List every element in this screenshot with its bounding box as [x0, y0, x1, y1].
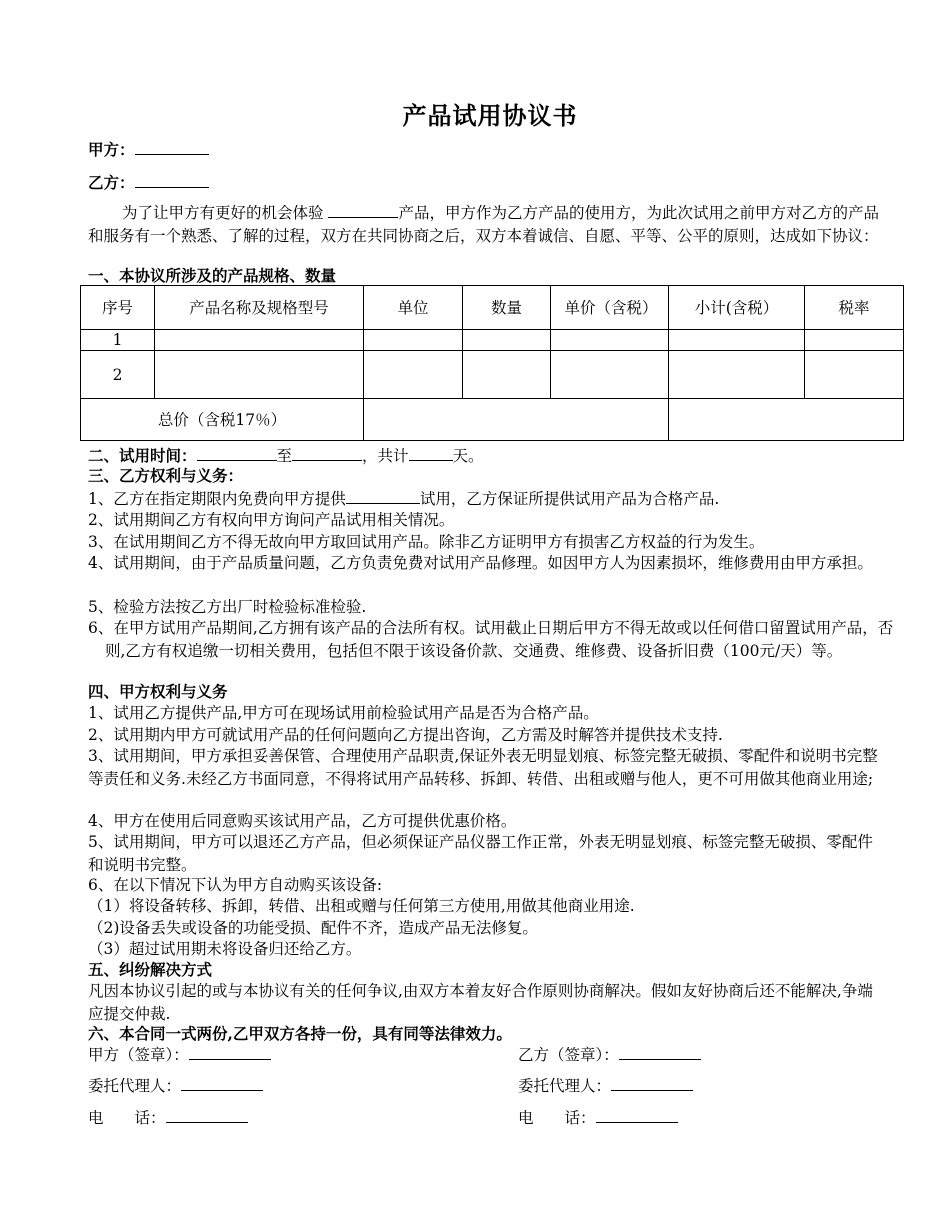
party-b-signature-blank[interactable]	[619, 1043, 701, 1060]
party-b-label: 乙方：	[88, 173, 135, 192]
header-cell: 单价（含税）	[551, 286, 669, 330]
header-cell: 产品名称及规格型号	[155, 286, 364, 330]
party-a-agent-blank[interactable]	[181, 1074, 263, 1091]
party-a-phone	[88, 1106, 248, 1129]
party-b-blank[interactable]	[135, 171, 209, 188]
section5-text: 凡因本协议引起的或与本协议有关的任何争议,由双方本着友好合作原则协商解决。假如友好协商后还不能解决,争端应提交仲裁.	[88, 982, 873, 1023]
section5-heading: 五、纠纷解决方式	[88, 960, 213, 979]
total-label: 总价（含税17％）	[81, 399, 364, 441]
table-cell[interactable]	[805, 330, 904, 351]
section4-item6: 6、在以下情况下认为甲方自动购买该设备:	[88, 876, 383, 894]
intro-paragraph	[88, 201, 888, 247]
table-cell[interactable]	[551, 330, 669, 351]
section3-item2: 2、试用期间乙方有权向甲方询问产品试用相关情况。	[88, 511, 455, 529]
table-row	[81, 330, 904, 351]
table-cell[interactable]	[805, 351, 904, 399]
intro-text-2: 产品，甲方作为乙方产品的使用方，为此次试用之前甲方对乙方的产品和服务有一个熟悉、了解的过程，双方在共同协商之后，双方本着诚信、自愿、平等、公平的原则，达成如下协议：	[88, 204, 879, 245]
header-cell: 小计(含税）	[669, 286, 805, 330]
party-a-blank[interactable]	[135, 138, 209, 155]
start-date-blank[interactable]	[197, 444, 277, 461]
party-b-agent-blank[interactable]	[611, 1074, 693, 1091]
product-spec-table	[80, 285, 904, 441]
party-b-phone-blank[interactable]	[596, 1106, 678, 1123]
section2-trial-period	[88, 444, 484, 467]
item-text: 试用，乙方保证所提供试用产品为合格产品.	[419, 490, 720, 508]
to-label: 至	[276, 447, 293, 465]
total-value-cell[interactable]	[364, 399, 669, 441]
agent-label: 委托代理人：	[518, 1077, 612, 1095]
total-label: ，共计	[362, 447, 409, 465]
phone-label: 电 话：	[88, 1109, 166, 1127]
header-cell: 税率	[805, 286, 904, 330]
section4-item5: 5、试用期间，甲方可以退还乙方产品，但必须保证产品仪器工作正常，外表无明显划痕、标签完整无破损、零配件和说明书完整。	[88, 833, 873, 874]
section4-sub2: （2)设备丢失或设备的功能受损、配件不齐，造成产品无法修复。	[88, 919, 538, 937]
end-date-blank[interactable]	[292, 444, 362, 461]
table-cell[interactable]	[155, 351, 364, 399]
table-cell[interactable]	[463, 351, 551, 399]
section3-heading: 三、乙方权利与义务：	[88, 466, 244, 485]
item-text: 1、乙方在指定期限内免费向甲方提供	[88, 490, 346, 508]
section3-item4: 4、试用期间，由于产品质量问题，乙方负责免费对试用产品修理。如因甲方人为因素损坏，维修费用由甲方承担。	[88, 554, 873, 572]
table-cell[interactable]	[364, 351, 463, 399]
total-row	[81, 399, 904, 441]
section3-item1	[88, 487, 719, 510]
party-b-line	[88, 171, 209, 194]
party-a-signature	[88, 1043, 271, 1066]
section4-sub1: （1）将设备转移、拆卸，转借、出租或赠与任何第三方使用,用做其他商业用途.	[88, 897, 635, 915]
table-row	[81, 351, 904, 399]
table-header-row	[81, 286, 904, 330]
section4-item2: 2、试用期内甲方可就试用产品的任何问题向乙方提出咨询，乙方需及时解答并提供技术支持.	[88, 726, 723, 744]
document-title: 产品试用协议书	[402, 101, 578, 130]
party-a-phone-blank[interactable]	[166, 1106, 248, 1123]
days-label: 天。	[452, 447, 484, 465]
row-number: 1	[81, 330, 155, 351]
section4-heading: 四、甲方权利与义务	[88, 682, 228, 701]
phone-label: 电 话：	[518, 1109, 596, 1127]
table-cell[interactable]	[463, 330, 551, 351]
trial-product-blank[interactable]	[346, 487, 420, 504]
section2-heading: 二、试用时间：	[88, 446, 197, 465]
section3-item6: 6、在甲方试用产品期间,乙方拥有该产品的合法所有权。试用截止日期后甲方不得无故或以任何借口留置试用产品，否则,乙方有权追缴一切相关费用，包括但不限于该设备价款、交通费、维修费、设备折旧费（100元/天）等。	[88, 619, 894, 660]
total-extra-cell[interactable]	[669, 399, 904, 441]
table-cell[interactable]	[669, 330, 805, 351]
section6-heading: 六、本合同一式两份,乙甲双方各持一份，具有同等法律效力。	[88, 1024, 512, 1043]
agent-label: 委托代理人：	[88, 1077, 182, 1095]
section4-sub3: （3）超过试用期未将设备归还给乙方。	[88, 940, 362, 958]
intro-text-1: 为了让甲方有更好的机会体验	[122, 204, 324, 222]
signature-label: 甲方（签章）：	[88, 1046, 189, 1064]
row-number: 2	[81, 351, 155, 399]
days-blank[interactable]	[409, 444, 453, 461]
party-b-agent	[518, 1074, 693, 1097]
header-cell: 单位	[364, 286, 463, 330]
table-cell[interactable]	[669, 351, 805, 399]
table-cell[interactable]	[551, 351, 669, 399]
header-cell: 序号	[81, 286, 155, 330]
section4-item1: 1、试用乙方提供产品,甲方可在现场试用前检验试用产品是否为合格产品。	[88, 704, 599, 722]
party-a-signature-blank[interactable]	[189, 1043, 271, 1060]
party-b-signature	[518, 1043, 701, 1066]
section4-item4: 4、甲方在使用后同意购买该试用产品，乙方可提供优惠价格。	[88, 812, 517, 830]
section4-item3: 3、试用期间，甲方承担妥善保管、合理使用产品职责,保证外表无明显划痕、标签完整无破损、零配件和说明书完整等责任和义务.未经乙方书面同意，不得将试用产品转移、拆卸、转借、出租或赠与他人，更不可用做其他商业用途;	[88, 747, 878, 788]
party-b-phone	[518, 1106, 678, 1129]
product-name-blank[interactable]	[328, 201, 398, 218]
section1-heading: 一、本协议所涉及的产品规格、数量	[88, 266, 337, 285]
table-cell[interactable]	[364, 330, 463, 351]
party-a-agent	[88, 1074, 263, 1097]
party-a-line	[88, 138, 209, 161]
table-cell[interactable]	[155, 330, 364, 351]
section3-item5: 5、检验方法按乙方出厂时检验标准检验.	[88, 598, 367, 616]
party-a-label: 甲方：	[88, 140, 135, 159]
signature-label: 乙方（签章）：	[518, 1046, 619, 1064]
header-cell: 数量	[463, 286, 551, 330]
section3-item3: 3、在试用期间乙方不得无故向甲方取回试用产品。除非乙方证明甲方有损害乙方权益的行为发生。	[88, 533, 765, 551]
